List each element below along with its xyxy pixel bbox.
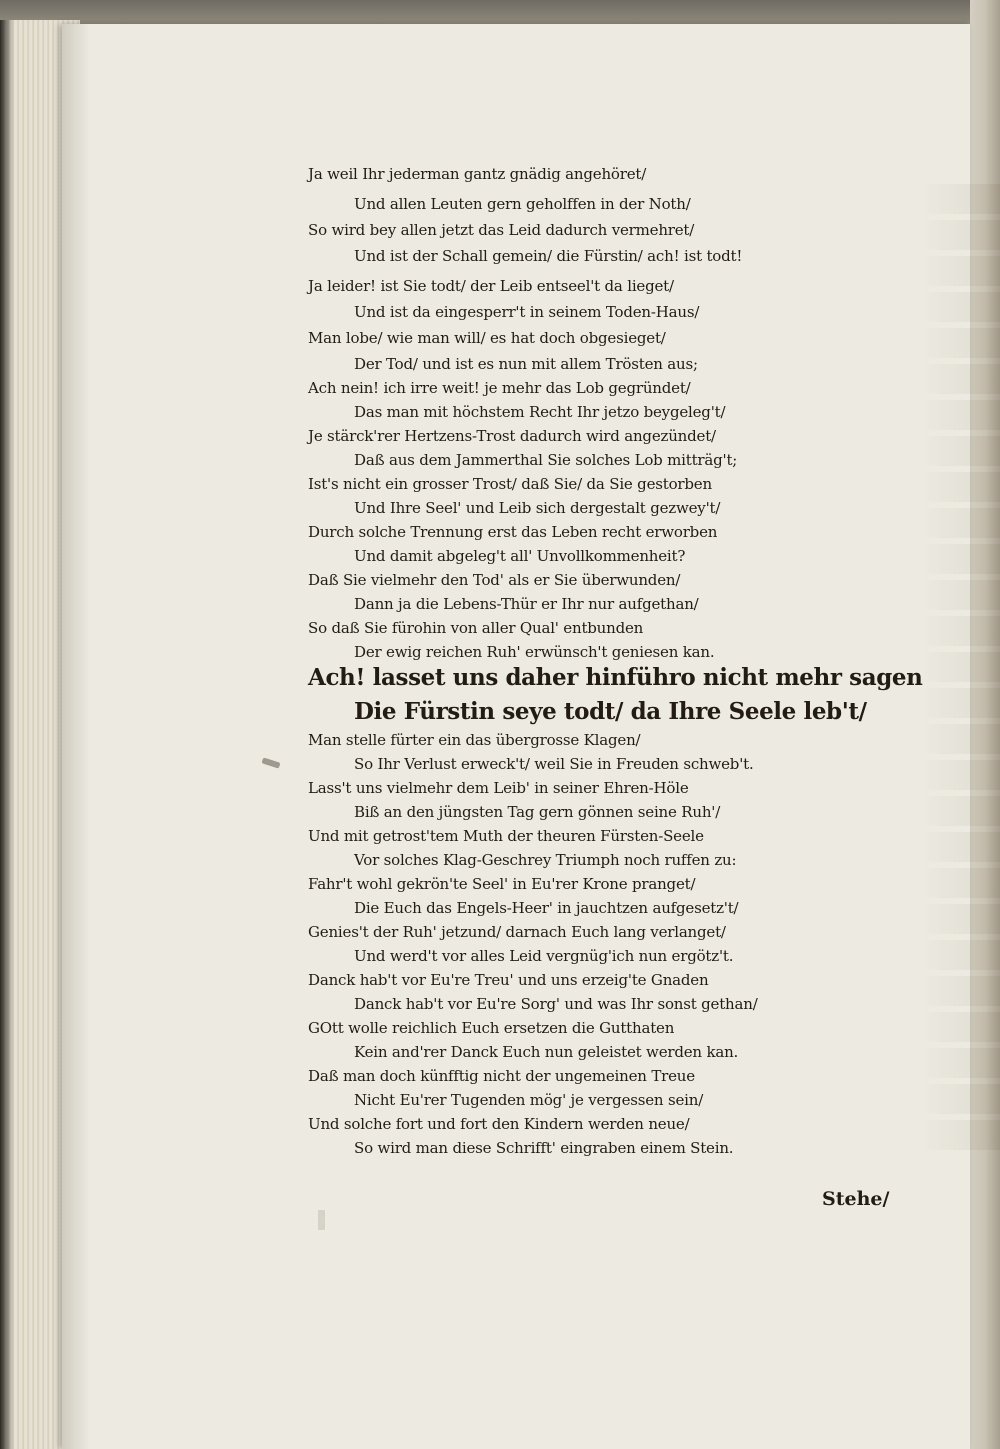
poem-line: Und werd't vor alles Leid vergnüg'ich nun ergötz't. [354, 947, 734, 965]
poem-line-emphasis: Die Fürstin seye todt/ da Ihre Seele leb't/ [354, 698, 867, 725]
poem-line-emphasis: Ach! lasset uns daher hinführo nicht mehr sagen [308, 664, 923, 691]
poem-line: GOtt wolle reichlich Euch ersetzen die Gutthaten [308, 1019, 675, 1037]
poem-line: Man stelle fürter ein das übergrosse Klagen/ [308, 731, 641, 749]
poem-line: Und solche fort und fort den Kindern werden neue/ [308, 1115, 690, 1133]
poem-line: Genies't der Ruh' jetzund/ darnach Euch lang verlanget/ [308, 923, 726, 941]
poem-line: Und Ihre Seel' und Leib sich dergestalt gezwey't/ [354, 499, 721, 517]
poem-line: Danck hab't vor Eu're Treu' und uns erzeig'te Gnaden [308, 971, 709, 989]
poem-line: Der Tod/ und ist es nun mit allem Trösten aus; [354, 355, 698, 373]
poem-line: Und allen Leuten gern geholffen in der Noth/ [354, 195, 691, 213]
show-through-text [922, 184, 1000, 1204]
poem-line: Ach nein! ich irre weit! je mehr das Lob gegründet/ [308, 379, 691, 397]
catchword: Stehe/ [822, 1188, 890, 1210]
poem-line: Dann ja die Lebens-Thür er Ihr nur aufgethan/ [354, 595, 699, 613]
poem-line: Vor solches Klag-Geschrey Triumph noch ruffen zu: [354, 851, 737, 869]
poem-line: So Ihr Verlust erweck't/ weil Sie in Freuden schweb't. [354, 755, 754, 773]
poem-line: Lass't uns vielmehr dem Leib' in seiner Ehren-Höle [308, 779, 689, 797]
poem-line: Ja leider! ist Sie todt/ der Leib entseel't da lieget/ [308, 277, 674, 295]
poem-line: So wird bey allen jetzt das Leid dadurch vermehret/ [308, 221, 695, 239]
poem-line: Man lobe/ wie man will/ es hat doch obgesieget/ [308, 329, 666, 347]
poem-line: Je stärck'rer Hertzens-Trost dadurch wird angezündet/ [308, 427, 716, 445]
poem-line: Fahr't wohl gekrön'te Seel' in Eu'rer Krone pranget/ [308, 875, 696, 893]
poem-line: Durch solche Trennung erst das Leben recht erworben [308, 523, 718, 541]
poem-line: Und mit getrost'tem Muth der theuren Fürsten-Seele [308, 827, 704, 845]
poem-line: Nicht Eu'rer Tugenden mög' je vergessen sein/ [354, 1091, 704, 1109]
poem-line: Daß Sie vielmehr den Tod' als er Sie überwunden/ [308, 571, 681, 589]
poem-line: Und ist der Schall gemein/ die Fürstin/ ach! ist todt! [354, 247, 743, 265]
poem-line: Und damit abgeleg't all' Unvollkommenheit? [354, 547, 686, 565]
poem-line: Danck hab't vor Eu're Sorg' und was Ihr sonst gethan/ [354, 995, 758, 1013]
poem-line: Ist's nicht ein grosser Trost/ daß Sie/ da Sie gestorben [308, 475, 712, 493]
paper-blemish [318, 1210, 325, 1230]
poem-line: Biß an den jüngsten Tag gern gönnen seine Ruh'/ [354, 803, 721, 821]
poem-line: Daß man doch künfftig nicht der ungemeinen Treue [308, 1067, 695, 1085]
poem-line: Kein and'rer Danck Euch nun geleistet werden kan. [354, 1043, 739, 1061]
poem-line: So wird man diese Schrifft' eingraben einem Stein. [354, 1139, 734, 1157]
poem-line: So daß Sie fürohin von aller Qual' entbunden [308, 619, 644, 637]
gutter-shadow [0, 20, 14, 1449]
poem-line: Das man mit höchstem Recht Ihr jetzo beygeleg't/ [354, 403, 726, 421]
poem-line: Der ewig reichen Ruh' erwünsch't geniesen kan. [354, 643, 715, 661]
poem-line: Ja weil Ihr jederman gantz gnädig angehöret/ [308, 165, 647, 183]
poem-line: Und ist da eingesperr't in seinem Toden-Haus/ [354, 303, 700, 321]
poem-line: Daß aus dem Jammerthal Sie solches Lob mitträg't; [354, 451, 738, 469]
poem-line: Die Euch das Engels-Heer' in jauchtzen aufgesetz't/ [354, 899, 739, 917]
